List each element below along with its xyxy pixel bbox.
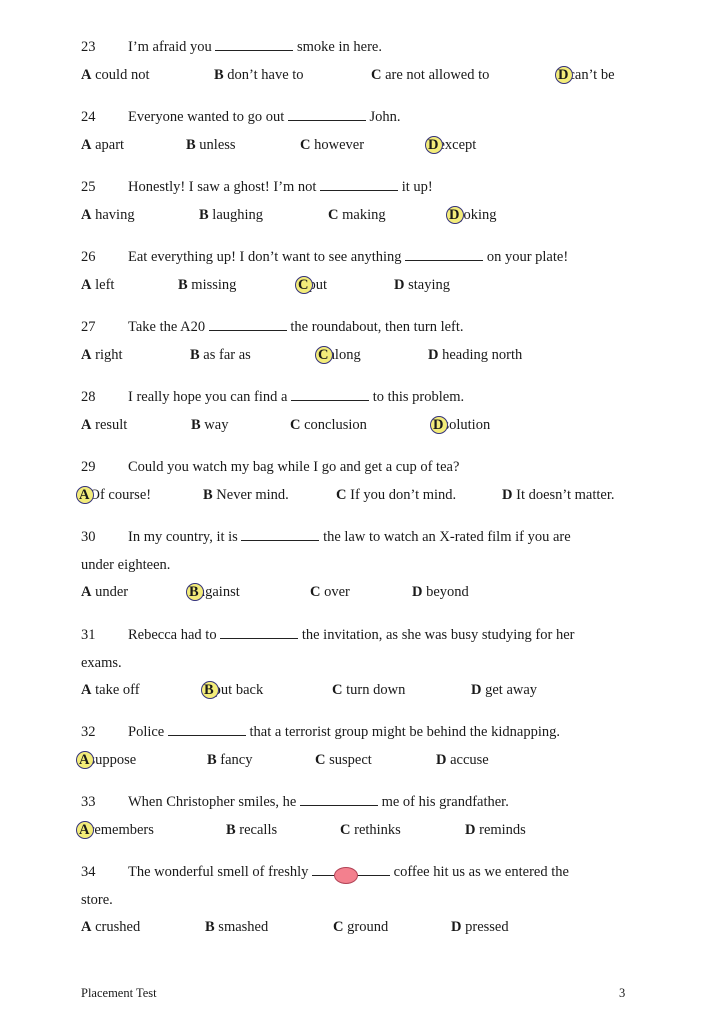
answer-blank[interactable]: [320, 178, 398, 191]
text: beyond: [426, 584, 469, 600]
option-letter: B: [214, 67, 224, 83]
option-23-d[interactable]: [558, 66, 615, 84]
option-letter: C: [315, 752, 326, 768]
text: 23: [81, 39, 96, 55]
text: 33: [81, 794, 96, 810]
option-28-d[interactable]: [433, 416, 490, 434]
option-letter: D: [428, 347, 439, 363]
option-33-d[interactable]: [465, 821, 526, 839]
text: right: [95, 347, 123, 363]
text: me of his grandfather.: [381, 794, 509, 810]
text: fancy: [220, 752, 253, 768]
option-29-d[interactable]: [502, 486, 615, 504]
marked-answer: D: [428, 137, 439, 153]
text: turn down: [346, 682, 406, 698]
option-25-b[interactable]: [199, 206, 263, 224]
text: [128, 458, 459, 476]
text: heading north: [442, 347, 523, 363]
option-letter: D: [502, 487, 513, 503]
answer-blank[interactable]: [209, 318, 287, 331]
text: left: [95, 277, 115, 293]
text: the invitation, as she was busy studying for her: [301, 627, 575, 643]
text: [128, 626, 574, 644]
text: over: [324, 584, 350, 600]
option-letter: D: [394, 277, 405, 293]
option-31-b[interactable]: [204, 681, 263, 699]
option-28-c[interactable]: [290, 416, 367, 434]
text: Could you watch my bag while I go and get a cup of tea?: [128, 459, 460, 475]
text: [128, 108, 401, 126]
marked-answer: D: [433, 417, 444, 433]
option-34-a[interactable]: [81, 918, 140, 936]
answer-blank[interactable]: [288, 108, 366, 121]
text: get away: [485, 682, 538, 698]
marked-answer: C: [318, 347, 329, 363]
option-27-a[interactable]: [81, 346, 123, 364]
answer-blank[interactable]: [168, 723, 246, 736]
marked-answer: C: [298, 277, 309, 293]
option-25-d[interactable]: [449, 206, 497, 224]
option-23-c[interactable]: [371, 66, 489, 84]
marked-answer: B: [204, 682, 214, 698]
text: [128, 388, 464, 406]
option-29-a[interactable]: [79, 486, 151, 504]
option-29-b[interactable]: [203, 486, 289, 504]
text: coffee hit us as we entered the: [393, 864, 569, 880]
pink-marker: [334, 867, 358, 884]
option-33-a[interactable]: [79, 821, 154, 839]
option-23-a[interactable]: [81, 66, 149, 84]
footer-title: Placement Test: [81, 986, 157, 1000]
option-28-b[interactable]: [191, 416, 228, 434]
text: 27: [81, 319, 96, 335]
option-24-b[interactable]: [186, 136, 236, 154]
text: could not: [95, 67, 150, 83]
marked-answer: A: [79, 752, 90, 768]
option-letter: C: [300, 137, 311, 153]
option-letter: C: [332, 682, 343, 698]
option-letter: B: [190, 347, 200, 363]
text: 29: [81, 459, 96, 475]
text: 34: [81, 864, 96, 880]
text: [128, 178, 433, 196]
text: the law to watch an X-rated film if you are: [323, 529, 571, 545]
text: Eat everything up! I don’t want to see anything: [128, 249, 402, 265]
text: [128, 863, 569, 881]
text: except: [438, 137, 477, 153]
text: [128, 318, 464, 336]
text: 32: [81, 724, 96, 740]
option-27-c[interactable]: [318, 346, 361, 364]
option-34-c[interactable]: [333, 918, 388, 936]
text: Rebecca had to: [128, 627, 217, 643]
text: ground: [347, 919, 389, 935]
text: 31: [81, 627, 96, 643]
option-letter: B: [226, 822, 236, 838]
text: [128, 248, 568, 266]
option-24-d[interactable]: [428, 136, 476, 154]
text: missing: [191, 277, 237, 293]
text: it up!: [401, 179, 433, 195]
text: crushed: [95, 919, 141, 935]
text: 24: [81, 109, 96, 125]
option-33-c[interactable]: [340, 821, 401, 839]
option-letter: B: [186, 137, 196, 153]
text: under: [95, 584, 129, 600]
text: joking: [459, 207, 497, 223]
option-30-c[interactable]: [310, 583, 350, 601]
option-31-c[interactable]: [332, 681, 405, 699]
text: the roundabout, then turn left.: [290, 319, 464, 335]
option-letter: C: [290, 417, 301, 433]
answer-blank[interactable]: [312, 863, 390, 876]
text: 26: [81, 249, 96, 265]
text: Everyone wanted to go out: [128, 109, 285, 125]
option-30-a[interactable]: [81, 583, 128, 601]
text: as far as: [203, 347, 251, 363]
option-letter: B: [191, 417, 201, 433]
option-31-d[interactable]: [471, 681, 537, 699]
text: rethinks: [354, 822, 401, 838]
option-letter: D: [436, 752, 447, 768]
option-letter: B: [203, 487, 213, 503]
text: are not allowed to: [385, 67, 490, 83]
question-31-continued: exams.: [81, 655, 122, 671]
text: accuse: [450, 752, 489, 768]
answer-blank[interactable]: [291, 388, 369, 401]
option-30-d[interactable]: [412, 583, 469, 601]
option-letter: C: [336, 487, 347, 503]
text: solution: [443, 417, 491, 433]
option-32-c[interactable]: [315, 751, 372, 769]
text: It doesn’t matter.: [516, 487, 615, 503]
text: way: [204, 417, 229, 433]
text: Never mind.: [216, 487, 289, 503]
option-34-d[interactable]: [451, 918, 509, 936]
text: conclusion: [304, 417, 367, 433]
option-letter: A: [81, 584, 92, 600]
answer-blank[interactable]: [241, 528, 319, 541]
text: laughing: [212, 207, 264, 223]
text: If you don’t mind.: [350, 487, 457, 503]
text: don’t have to: [227, 67, 304, 83]
option-34-b[interactable]: [205, 918, 268, 936]
option-32-d[interactable]: [436, 751, 489, 769]
option-27-d[interactable]: [428, 346, 522, 364]
text: Honestly! I saw a ghost! I’m not: [128, 179, 317, 195]
question-30-continued: under eighteen.: [81, 557, 171, 573]
option-25-c[interactable]: [328, 206, 386, 224]
text: Police: [128, 724, 165, 740]
option-letter: D: [412, 584, 423, 600]
option-26-b[interactable]: [178, 276, 236, 294]
text: John.: [369, 109, 401, 125]
option-letter: C: [310, 584, 321, 600]
text: recalls: [239, 822, 278, 838]
option-29-c[interactable]: [336, 486, 456, 504]
page-number: 3: [619, 986, 626, 1000]
text: pressed: [465, 919, 509, 935]
text: 25: [81, 179, 96, 195]
option-letter: A: [81, 347, 92, 363]
option-letter: C: [371, 67, 382, 83]
text: take off: [95, 682, 140, 698]
option-26-d[interactable]: [394, 276, 450, 294]
text: having: [95, 207, 135, 223]
text: smashed: [218, 919, 269, 935]
option-letter: A: [81, 919, 92, 935]
text: along: [328, 347, 361, 363]
text: remembers: [89, 822, 154, 838]
marked-answer: B: [189, 584, 199, 600]
text: 28: [81, 389, 96, 405]
text: put back: [213, 682, 264, 698]
option-32-b[interactable]: [207, 751, 253, 769]
option-letter: C: [340, 822, 351, 838]
text: that a terrorist group might be behind the kidnapping.: [249, 724, 560, 740]
text: result: [95, 417, 128, 433]
text: I really hope you can find a: [128, 389, 288, 405]
answer-blank[interactable]: [300, 793, 378, 806]
option-31-a[interactable]: [81, 681, 140, 699]
text: staying: [408, 277, 450, 293]
text: making: [342, 207, 386, 223]
option-letter: A: [81, 682, 92, 698]
marked-answer: A: [79, 487, 90, 503]
option-30-b[interactable]: [189, 583, 240, 601]
text: [128, 528, 571, 546]
option-26-c[interactable]: [298, 276, 327, 294]
text: put: [308, 277, 328, 293]
answer-blank[interactable]: [215, 38, 293, 51]
marked-answer: A: [79, 822, 90, 838]
option-letter: C: [333, 919, 344, 935]
option-letter: A: [81, 417, 92, 433]
option-letter: A: [81, 277, 92, 293]
option-25-a[interactable]: [81, 206, 135, 224]
text: against: [198, 584, 240, 600]
text: In my country, it is: [128, 529, 238, 545]
answer-blank[interactable]: [220, 626, 298, 639]
option-letter: B: [178, 277, 188, 293]
text: Of course!: [89, 487, 152, 503]
marked-answer: D: [449, 207, 460, 223]
text: suppose: [89, 752, 137, 768]
marked-answer: D: [558, 67, 569, 83]
text: however: [314, 137, 365, 153]
text: can’t be: [568, 67, 615, 83]
text: I’m afraid you: [128, 39, 212, 55]
text: suspect: [329, 752, 372, 768]
text: When Christopher smiles, he: [128, 794, 297, 810]
option-letter: D: [465, 822, 476, 838]
option-letter: C: [328, 207, 339, 223]
option-23-b[interactable]: [214, 66, 304, 84]
text: The wonderful smell of freshly: [128, 864, 309, 880]
option-24-a[interactable]: [81, 136, 124, 154]
option-letter: A: [81, 137, 92, 153]
option-letter: D: [451, 919, 462, 935]
option-letter: D: [471, 682, 482, 698]
question-34-continued: store.: [81, 892, 113, 908]
answer-blank[interactable]: [405, 248, 483, 261]
option-letter: B: [199, 207, 209, 223]
text: [128, 38, 382, 56]
text: to this problem.: [372, 389, 465, 405]
option-letter: B: [207, 752, 217, 768]
text: on your plate!: [486, 249, 569, 265]
option-28-a[interactable]: [81, 416, 127, 434]
option-27-b[interactable]: [190, 346, 251, 364]
text: smoke in here.: [297, 39, 382, 55]
option-33-b[interactable]: [226, 821, 277, 839]
text: [128, 793, 509, 811]
text: Take the A20: [128, 319, 206, 335]
option-24-c[interactable]: [300, 136, 364, 154]
option-32-a[interactable]: [79, 751, 136, 769]
text: reminds: [479, 822, 526, 838]
option-letter: A: [81, 207, 92, 223]
option-letter: B: [205, 919, 215, 935]
option-26-a[interactable]: [81, 276, 114, 294]
text: apart: [95, 137, 125, 153]
text: 30: [81, 529, 96, 545]
option-letter: A: [81, 67, 92, 83]
text: [128, 723, 560, 741]
text: unless: [199, 137, 236, 153]
